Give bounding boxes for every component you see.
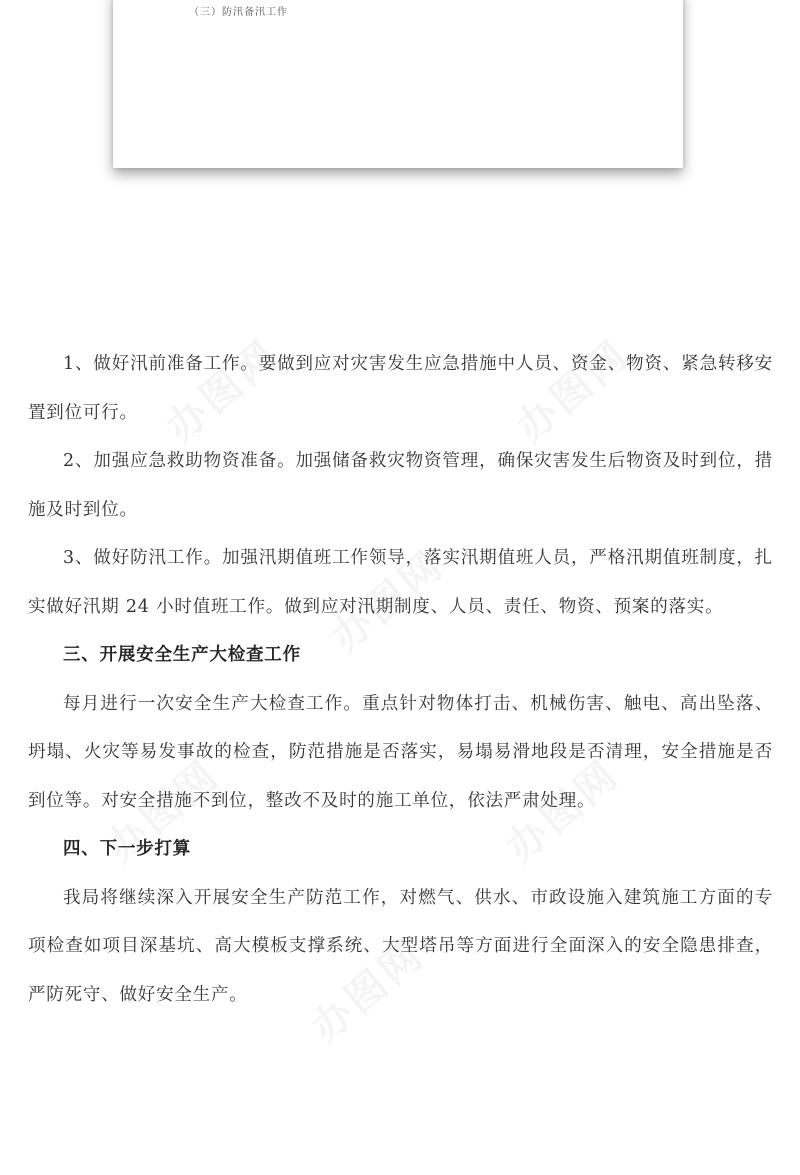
paragraph-flood-duty: 3、做好防汛工作。加强汛期值班工作领导，落实汛期值班人员，严格汛期值班制度，扎实做好汛期 24 小时值班工作。做到应对汛期制度、人员、责任、物资、预案的落实。 [28,548,773,617]
section-heading-next-steps: 四、下一步打算 [63,839,192,859]
paragraph-inspection: 每月进行一次安全生产大检查工作。重点针对物体打击、机械伤害、触电、高出坠落、坍塌、火灾等易发事故的检查，防范措施是否落实，易塌易滑地段是否清理，安全措施是否到位等。对安全措施不到位，整改不及时的施工单位，依法严肃处理。 [28,693,773,811]
thumbnail-heading: （三）防汛备汛工作 [189,7,288,18]
document-page-thumbnail [113,0,683,168]
section-heading-inspection: 三、开展安全生产大检查工作 [63,645,301,665]
paragraph-relief-supplies: 2、加强应急救助物资准备。加强储备救灾物资管理，确保灾害发生后物资及时到位，措施及时到位。 [28,451,773,520]
paragraph-flood-prep: 1、做好汛前准备工作。要做到应对灾害发生应急措施中人员、资金、物资、紧急转移安置到位可行。 [28,354,773,423]
document-body [28,340,773,1019]
paragraph-next-steps: 我局将继续深入开展安全生产防范工作，对燃气、供水、市政设施入建筑施工方面的专项检查如项目深基坑、高大模板支撑系统、大型塔吊等方面进行全面深入的安全隐患排查，严防死守、做好安全生产。 [28,887,773,1005]
